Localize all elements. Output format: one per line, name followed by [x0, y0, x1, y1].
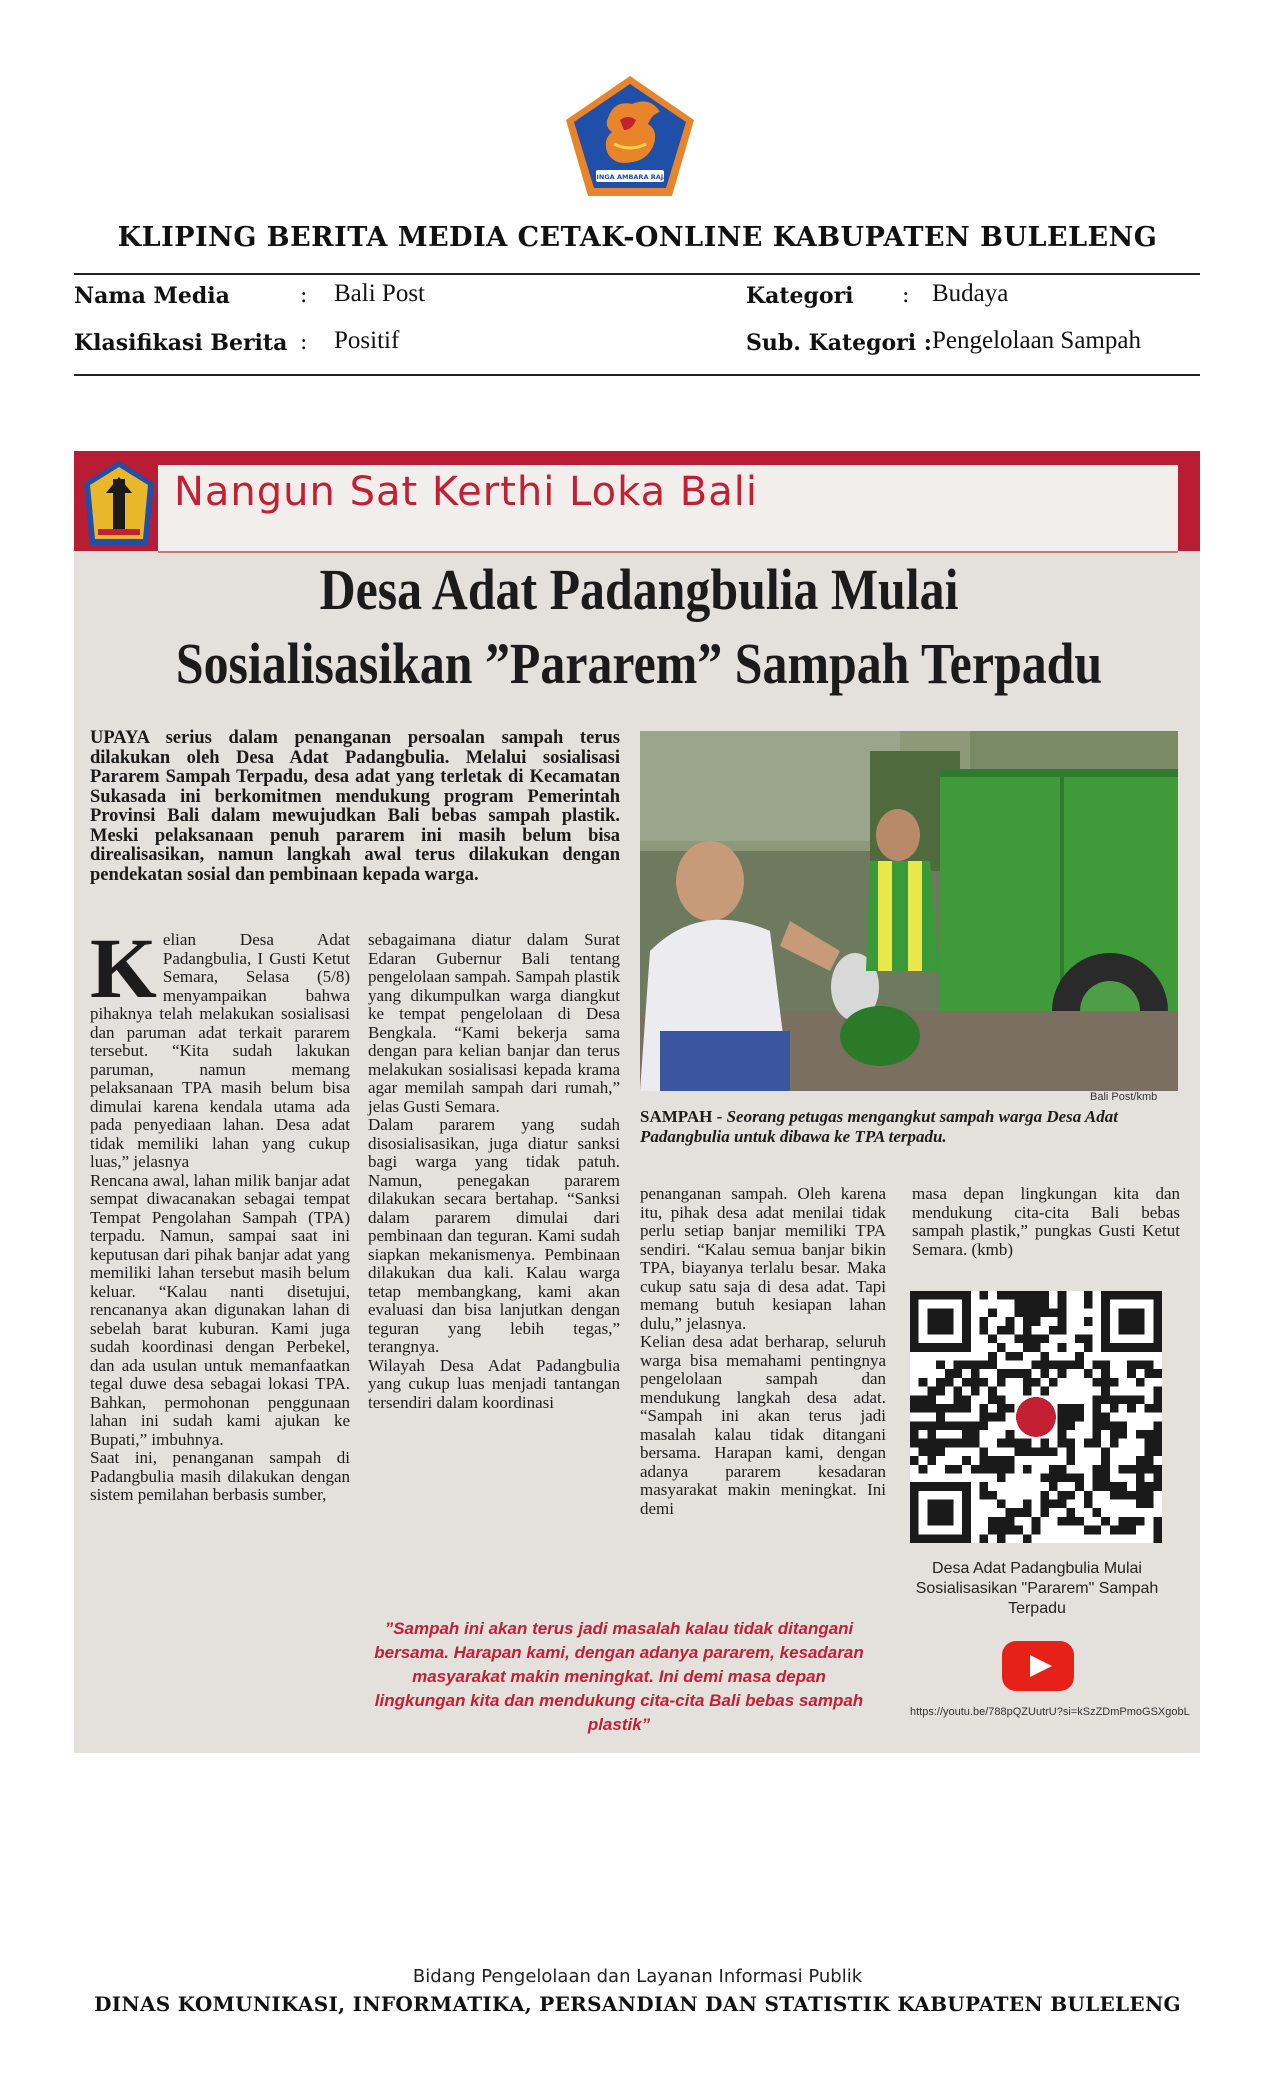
article-column-1: [90, 920, 350, 1505]
pull-quote: ”Sampah ini akan terus jadi masalah kalau tidak ditangani bersama. Harapan kami, dengan adanya pararem, kesadaran masyarakat makin meningkat. Ini demi masa depan lingkungan kita dan mendukung cita-cita Bali bebas sampah plastik”: [374, 1619, 864, 1734]
caption-text: Seorang petugas mengangkut sampah warga Desa Adat Padangbulia untuk dibawa ke TPA terpadu.: [640, 1107, 1118, 1146]
headline-line-1: Desa Adat Padangbulia Mulai: [319, 557, 959, 622]
caption-label: SAMPAH -: [640, 1107, 723, 1126]
media-value: Bali Post: [334, 280, 425, 307]
divider-top: [74, 273, 1200, 275]
news-photo: [640, 731, 1178, 1091]
column-1-text: elian Desa Adat Padangbulia, I Gusti Ketut Semara, Selasa (5/8) menyampaikan bahwa pihaknya telah melakukan sosialisasi dan paruman adat terkait pararem tersebut. “Kita sudah lakukan paruman, namun memang pelaksanaan TPA masih belum bisa dimulai karena kendala utama ada pada penyediaan lahan. Desa adat tidak memiliki lahan yang cukup luas,” jelasnya Rencana awal, lahan milik banjar adat sempat diwacanakan sebagai tempat Tempat Pengolahan Sampah (TPA) terpadu. Namun, sampai saat ini keputusan dari pihak banjar adat yang memiliki lahan tersebut masih belum keluar. “Kalau nanti disetujui, rencananya akan digunakan lahan di sebelah barat kuburan. Kami juga sudah koordinasi dengan Perbekel, dan ada usulan untuk memanfaatkan tegal duwe desa sebagai lokasi TPA. Bahkan, permohonan penggunaan lahan ini sudah kami ajukan ke Bupati,” imbuhnya. Saat ini, penanganan sampah di Padangbulia masih dilakukan dengan sistem pemilahan berbasis sumber,: [90, 930, 350, 1504]
media-name-row: [74, 283, 230, 309]
media-label: Nama Media: [74, 283, 230, 309]
buleleng-regency-logo: [562, 74, 698, 200]
rubric-banner: [74, 451, 1200, 551]
article-column-3: penanganan sampah. Oleh karena itu, pihak desa adat menilai tidak perlu setiap banjar memiliki TPA sendiri. “Kalau semua banjar bikin TPA, biayanya terlalu besar. Maka cukup satu saja di desa adat. Tapi memang butuh kesiapan lahan dulu,” jelasnya. Kelian desa adat berharap, seluruh warga bisa memahami pentingnya pengelolaan sampah dan mendukung langkah desa adat. “Sampah ini akan terus jadi masalah kalau tidak ditangani bersama. Harapan kami, dengan adanya pararem kesadaran masyarakat makin meningkat. Ini demi: [640, 1184, 886, 1518]
subkategori-label: Sub. Kategori :: [746, 330, 932, 356]
divider-bottom: [74, 374, 1200, 376]
rubric-title: Nangun Sat Kerthi Loka Bali: [174, 469, 758, 515]
colon: :: [300, 283, 308, 308]
footer-department: Bidang Pengelolaan dan Layanan Informasi Publik: [412, 1966, 863, 1987]
bali-province-logo-icon: [82, 459, 156, 547]
colon: :: [902, 283, 910, 308]
youtube-link[interactable]: https://youtu.be/788pQZUutrU?si=kSzZDmPmoGSXgobL: [910, 1706, 1190, 1718]
kategori-label: Kategori: [746, 283, 854, 309]
headline: [170, 553, 1107, 701]
lead-paragraph: UPAYA serius dalam penanganan persoalan sampah terus dilakukan oleh Desa Adat Padangbulia. Melalui sosialisasi Pararem Sampah Terpadu, desa adat yang terletak di Kecamatan Sukasada ini berkomitmen mendukung program Pemerintah Provinsi Bali dalam mewujudkan Bali bebas sampah plastik. Meski pelaksanaan penuh pararem ini masih belum bisa direalisasikan, namun langkah awal terus dilakukan dengan pendekatan sosial dan pembinaan kepada warga.: [90, 728, 620, 885]
headline-line-2: Sosialisasikan ”Pararem” Sampah Terpadu: [175, 631, 1103, 696]
footer-agency: DINAS KOMUNIKASI, INFORMATIKA, PERSANDIAN DAN STATISTIK KABUPATEN BULELENG: [94, 1992, 1181, 2016]
klasifikasi-label: Klasifikasi Berita: [74, 330, 288, 356]
photo-caption: [640, 1107, 1180, 1147]
article-column-4: masa depan lingkungan kita dan mendukung cita-cita Bali bebas sampah plastik,” pungkas Gusti Ketut Semara. (kmb): [912, 1184, 1180, 1259]
colon: :: [300, 330, 308, 355]
kategori-value: Budaya: [932, 280, 1009, 307]
klasifikasi-value: Positif: [334, 327, 400, 354]
subkategori-value: Pengelolaan Sampah: [932, 327, 1141, 354]
newspaper-clipping: [74, 451, 1200, 1753]
youtube-play-icon[interactable]: [1002, 1641, 1074, 1691]
photo-credit: Bali Post/kmb: [1090, 1091, 1158, 1103]
logo-motto: SINGA AMBARA RAJA: [591, 173, 669, 181]
dropcap: K: [90, 920, 157, 1016]
page-title: KLIPING BERITA MEDIA CETAK-ONLINE KABUPATEN BULELENG: [117, 222, 1158, 253]
article-column-2: sebagaimana diatur dalam Surat Edaran Gubernur Bali tentang pengelolaan sampah. Sampah plastik yang dikumpulkan warga diangkut ke tempat pengelolaan di Desa Bengkala. “Kami bekerja sama dengan para kelian banjar dan terus melakukan sosialisasi kepada krama agar memilah sampah dari rumah,” jelas Gusti Semara. Dalam pararem yang sudah disosialisasikan, juga diatur sanksi bagi warga yang tidak patuh. Namun, penegakan pararem dilakukan secara bertahap. “Sanksi dalam pararem dimulai dari pembinaan dan teguran. Kami sudah siapkan mekanismenya. Pembinaan dilakukan dua kali. Kalau warga tetap membangkang, kami akan evaluasi dan bisa lanjutkan dengan teguran yang lebih tegas,” terangnya. Wilayah Desa Adat Padangbulia yang cukup luas menjadi tantangan tersendiri dalam koordinasi: [368, 930, 620, 1412]
qr-code-icon[interactable]: [910, 1291, 1162, 1543]
qr-caption: Desa Adat Padangbulia Mulai Sosialisasikan "Pararem" Sampah Terpadu: [915, 1560, 1159, 1617]
